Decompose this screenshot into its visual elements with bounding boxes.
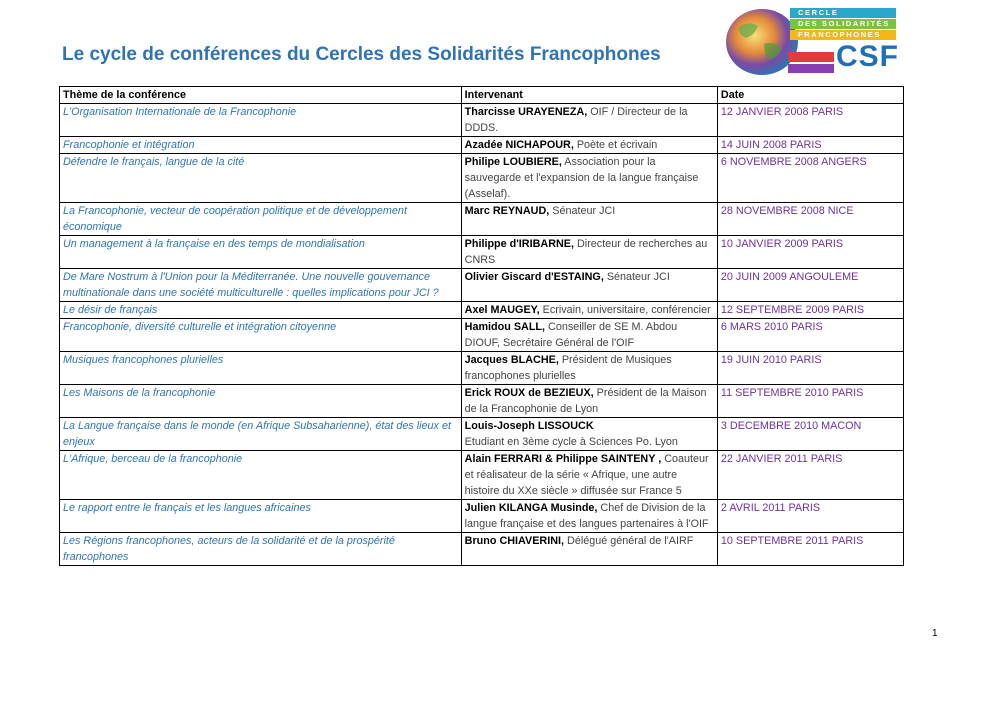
logo-acronym: CSF [836, 40, 899, 73]
speaker-name: Marc REYNAUD, [464, 205, 550, 217]
speaker-name: Olivier Giscard d'ESTAING, [464, 271, 604, 283]
conference-date: 10 SEPTEMBRE 2011 PARIS [717, 533, 903, 566]
speaker-cell [461, 418, 717, 451]
speaker-description: Sénateur JCI [549, 205, 616, 217]
conference-theme: L'Afrique, berceau de la francophonie [60, 451, 462, 500]
speaker-description: Ecrivain, universitaire, conférencier [539, 304, 711, 316]
table-row [60, 319, 904, 352]
table-row [60, 302, 904, 319]
table-row [60, 236, 904, 269]
conference-date: 6 MARS 2010 PARIS [717, 319, 903, 352]
conference-theme: Francophonie et intégration [60, 137, 462, 154]
speaker-name: Philipe LOUBIERE, [464, 156, 562, 168]
table-row [60, 500, 904, 533]
speaker-description: Délégué général de l'AIRF [564, 535, 694, 547]
conference-theme: Le rapport entre le français et les langues africaines [60, 500, 462, 533]
header-date: Date [717, 87, 903, 104]
conference-date: 19 JUIN 2010 PARIS [717, 352, 903, 385]
header-speaker: Intervenant [461, 87, 717, 104]
conference-theme: La Francophonie, vecteur de coopération politique et de développement économique [60, 203, 462, 236]
conference-theme: Le désir de français [60, 302, 462, 319]
csf-logo [724, 6, 900, 76]
conference-theme: Les Régions francophones, acteurs de la solidarité et de la prospérité francophones [60, 533, 462, 566]
speaker-cell [461, 302, 717, 319]
conference-table [59, 86, 904, 566]
speaker-description: Conseiller de SE M. Abdou DIOUF, Secrétaire Général de l'OIF [464, 321, 678, 349]
conference-theme: Les Maisons de la francophonie [60, 385, 462, 418]
speaker-cell [461, 236, 717, 269]
speaker-name: Louis-Joseph LISSOUCK [464, 420, 594, 432]
speaker-description: OIF / Directeur de la DDDS. [464, 106, 688, 134]
page-number: 1 [932, 628, 938, 639]
speaker-cell [461, 352, 717, 385]
speaker-cell [461, 533, 717, 566]
speaker-cell [461, 500, 717, 533]
conference-theme: La Langue française dans le monde (en Afrique Subsaharienne), état des lieux et enjeux [60, 418, 462, 451]
conference-date: 12 JANVIER 2008 PARIS [717, 104, 903, 137]
speaker-name: Philippe d'IRIBARNE, [464, 238, 574, 250]
speaker-name: Erick ROUX de BEZIEUX, [464, 387, 594, 399]
header-theme: Thème de la conférence [60, 87, 462, 104]
conference-date: 12 SEPTEMBRE 2009 PARIS [717, 302, 903, 319]
speaker-cell [461, 451, 717, 500]
table-row [60, 418, 904, 451]
speaker-name: Jacques BLACHE, [464, 354, 559, 366]
speaker-cell [461, 385, 717, 418]
conference-date: 6 NOVEMBRE 2008 ANGERS [717, 154, 903, 203]
speaker-description: Poète et écrivain [573, 139, 658, 151]
speaker-description: Président de la Maison de la Francophonie de Lyon [464, 387, 707, 415]
speaker-cell [461, 154, 717, 203]
speaker-description: Directeur de recherches au CNRS [464, 238, 708, 266]
conference-date: 22 JANVIER 2011 PARIS [717, 451, 903, 500]
table-row [60, 269, 904, 302]
table-row [60, 352, 904, 385]
logo-line-solidarites: DES SOLIDARITÉS [790, 19, 896, 29]
speaker-description: Coauteur et réalisateur de la série « Afrique, une autre histoire du XXe siècle » diffusée sur France 5 [464, 453, 709, 497]
conference-theme: De Mare Nostrum à l'Union pour la Méditerranée. Une nouvelle gouvernance multinationale dans une société multiculturelle : quelles implications pour JCI ? [60, 269, 462, 302]
conference-theme: L'Organisation Internationale de la Francophonie [60, 104, 462, 137]
speaker-cell [461, 203, 717, 236]
table-row [60, 385, 904, 418]
speaker-name: Alain FERRARI & Philippe SAINTENY , [464, 453, 662, 465]
speaker-description: Président de Musiques francophones plurielles [464, 354, 672, 382]
conference-date: 20 JUIN 2009 ANGOULEME [717, 269, 903, 302]
conference-theme: Un management à la française en des temps de mondialisation [60, 236, 462, 269]
speaker-name: Tharcisse URAYENEZA, [464, 106, 588, 118]
conference-date: 11 SEPTEMBRE 2010 PARIS [717, 385, 903, 418]
speaker-cell [461, 137, 717, 154]
speaker-name: Axel MAUGEY, [464, 304, 540, 316]
conference-date: 28 NOVEMBRE 2008 NICE [717, 203, 903, 236]
table-row [60, 154, 904, 203]
table-row [60, 137, 904, 154]
speaker-cell [461, 104, 717, 137]
speaker-name: Julien KILANGA Musinde, [464, 502, 598, 514]
conference-date: 3 DECEMBRE 2010 MACON [717, 418, 903, 451]
conference-theme: Défendre le français, langue de la cité [60, 154, 462, 203]
table-row [60, 203, 904, 236]
speaker-name: Hamidou SALL, [464, 321, 546, 333]
speaker-description: Sénateur JCI [603, 271, 670, 283]
logo-line-cercle: CERCLE [790, 8, 896, 18]
speaker-cell [461, 269, 717, 302]
table-row [60, 451, 904, 500]
conference-theme: Francophonie, diversité culturelle et intégration citoyenne [60, 319, 462, 352]
conference-theme: Musiques francophones plurielles [60, 352, 462, 385]
conference-date: 14 JUIN 2008 PARIS [717, 137, 903, 154]
speaker-description: Chef de Division de la langue française et des langues partenaires à l'OIF [464, 502, 709, 530]
logo-line-francophones: FRANCOPHONES [790, 30, 896, 40]
page-title: Le cycle de conférences du Cercles des Solidarités Francophones [62, 44, 661, 65]
speaker-description: Etudiant en 3ème cycle à Sciences Po. Lyon [464, 436, 678, 448]
speaker-description: Association pour la sauvegarde et l'expansion de la langue française (Asselaf). [464, 156, 699, 200]
speaker-name: Azadée NICHAPOUR, [464, 139, 574, 151]
speaker-cell [461, 319, 717, 352]
table-row [60, 104, 904, 137]
speaker-name: Bruno CHIAVERINI, [464, 535, 565, 547]
conference-date: 2 AVRIL 2011 PARIS [717, 500, 903, 533]
table-row [60, 533, 904, 566]
conference-date: 10 JANVIER 2009 PARIS [717, 236, 903, 269]
table-header-row [60, 87, 904, 104]
